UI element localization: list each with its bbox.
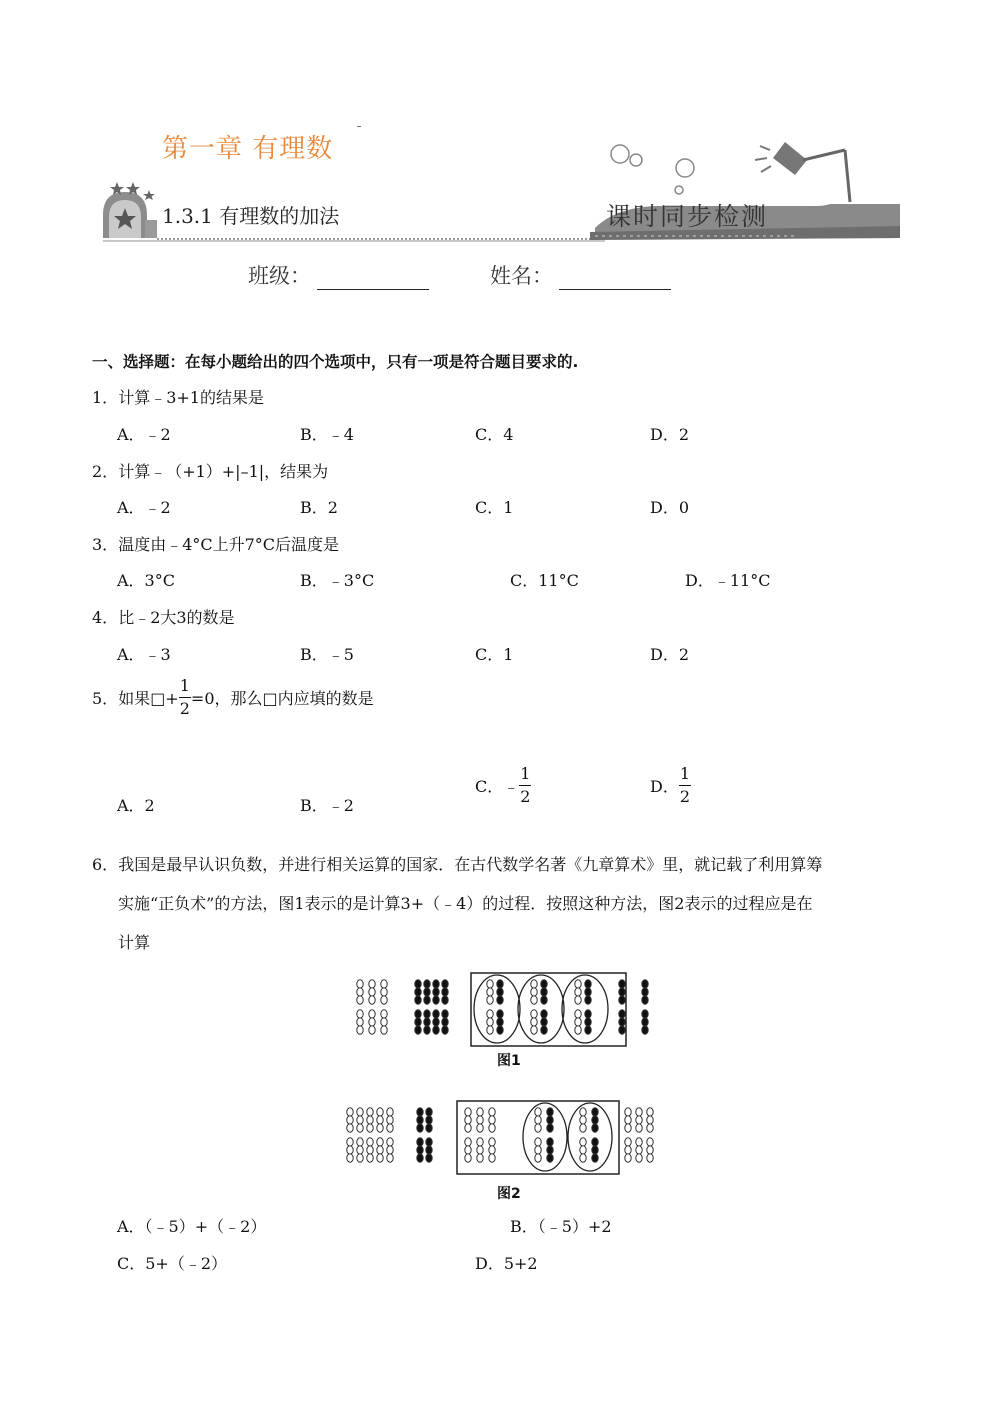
negative-rod-icon — [619, 980, 625, 988]
question-stem-before: 如果□+ — [118, 689, 179, 708]
positive-rod-icon — [636, 1116, 642, 1124]
negative-rod-icon — [547, 1138, 553, 1146]
positive-rod-icon — [347, 1146, 353, 1154]
negative-rod-icon — [433, 1018, 439, 1026]
positive-rod-icon — [575, 980, 581, 988]
positive-rod-icon — [387, 1108, 393, 1116]
positive-rod-icon — [477, 1146, 483, 1154]
positive-rod-icon — [357, 1108, 363, 1116]
positive-rod-icon — [357, 1154, 363, 1162]
positive-rod-icon — [369, 1026, 375, 1034]
negative-rod-icon — [426, 1146, 432, 1154]
positive-rod-icon — [487, 980, 493, 988]
positive-rod-icon — [347, 1108, 353, 1116]
name-label: 姓名： — [490, 264, 553, 288]
positive-rod-icon — [477, 1116, 483, 1124]
positive-rod-icon — [477, 1124, 483, 1132]
option-b[interactable]: B．﹣2 — [300, 796, 354, 815]
negative-rod-icon — [497, 996, 503, 1004]
positive-rod-icon — [381, 1010, 387, 1018]
positive-rod-icon — [535, 1108, 541, 1116]
positive-rod-icon — [636, 1154, 642, 1162]
negative-rod-icon — [415, 988, 421, 996]
negative-rod-icon — [541, 1018, 547, 1026]
positive-rod-icon — [377, 1146, 383, 1154]
negative-rod-icon — [424, 1018, 430, 1026]
positive-rod-icon — [357, 1138, 363, 1146]
positive-rod-icon — [489, 1124, 495, 1132]
negative-rod-icon — [426, 1108, 432, 1116]
negative-rod-icon — [415, 1018, 421, 1026]
option-label: C．﹣ — [475, 777, 520, 796]
fraction-one-half — [519, 766, 531, 805]
positive-rod-icon — [636, 1138, 642, 1146]
negative-rod-icon — [415, 980, 421, 988]
question-number: 3． — [92, 535, 119, 554]
class-blank[interactable] — [317, 267, 429, 290]
negative-rod-icon — [442, 980, 448, 988]
chapter-title: 第一章 有理数 — [162, 134, 334, 164]
positive-rod-icon — [580, 1146, 586, 1154]
positive-rod-icon — [367, 1146, 373, 1154]
positive-rod-icon — [347, 1138, 353, 1146]
positive-rod-icon — [357, 1146, 363, 1154]
negative-rod-icon — [415, 996, 421, 1004]
positive-rod-icon — [489, 1138, 495, 1146]
positive-rod-icon — [367, 1138, 373, 1146]
negative-rod-icon — [417, 1146, 423, 1154]
negative-rod-icon — [497, 1010, 503, 1018]
positive-rod-icon — [465, 1146, 471, 1154]
negative-rod-icon — [592, 1154, 598, 1162]
question-6 — [92, 845, 912, 962]
negative-rod-icon — [541, 996, 547, 1004]
option-c[interactable]: C．5+（﹣2） — [117, 1254, 228, 1273]
positive-rod-icon — [625, 1154, 631, 1162]
fraction-denominator: 2 — [179, 699, 190, 718]
positive-rod-icon — [357, 1116, 363, 1124]
desk-lamp-icon — [755, 142, 850, 202]
positive-rod-icon — [347, 1154, 353, 1162]
figure-1-counting-rods — [350, 970, 660, 1050]
positive-rod-icon — [625, 1124, 631, 1132]
negative-rod-icon — [424, 980, 430, 988]
positive-rod-icon — [487, 996, 493, 1004]
negative-rod-icon — [497, 980, 503, 988]
question-stem: 比﹣2大3的数是 — [118, 608, 235, 627]
positive-rod-icon — [489, 1154, 495, 1162]
negative-rod-icon — [592, 1138, 598, 1146]
negative-rod-icon — [547, 1124, 553, 1132]
question-line-1: 我国是最早认识负数，并进行相关运算的国家．在古代数学名著《九章算术》里，就记载了利用算筹 — [118, 855, 823, 874]
negative-rod-icon — [426, 1124, 432, 1132]
positive-rod-icon — [531, 996, 537, 1004]
negative-rod-icon — [585, 1010, 591, 1018]
option-c[interactable]: C．11°C — [510, 571, 579, 590]
positive-rod-icon — [357, 980, 363, 988]
star-badge-icon — [103, 182, 157, 238]
positive-rod-icon — [387, 1124, 393, 1132]
positive-rod-icon — [487, 1018, 493, 1026]
option-c[interactable]: C．1 — [475, 645, 514, 664]
positive-rod-icon — [647, 1154, 653, 1162]
positive-rod-icon — [575, 988, 581, 996]
negative-rod-icon — [547, 1146, 553, 1154]
positive-rod-icon — [647, 1146, 653, 1154]
positive-rod-icon — [535, 1146, 541, 1154]
class-label: 班级： — [248, 264, 311, 288]
positive-rod-icon — [369, 1010, 375, 1018]
question-stem: 计算﹣3+1的结果是 — [118, 388, 264, 407]
option-c[interactable]: C．1 — [475, 498, 514, 517]
option-d[interactable] — [650, 766, 691, 805]
negative-rod-icon — [433, 996, 439, 1004]
fraction-numerator: 1 — [520, 764, 531, 783]
fraction-denominator: 2 — [520, 787, 531, 806]
positive-rod-icon — [347, 1124, 353, 1132]
positive-rod-icon — [381, 1018, 387, 1026]
question-stem-after: =0，那么□内应填的数是 — [190, 689, 374, 708]
question-number: 2． — [92, 462, 119, 481]
negative-rod-icon — [642, 1018, 648, 1026]
negative-rod-icon — [619, 1018, 625, 1026]
positive-rod-icon — [575, 1010, 581, 1018]
positive-rod-icon — [580, 1154, 586, 1162]
negative-rod-icon — [497, 988, 503, 996]
negative-rod-icon — [497, 1026, 503, 1034]
option-b[interactable]: B．（﹣5）+2 — [510, 1217, 612, 1236]
option-d[interactable]: D．﹣11°C — [685, 571, 771, 590]
figure-1-label: 图1 — [497, 1053, 521, 1069]
positive-rod-icon — [647, 1138, 653, 1146]
negative-rod-icon — [426, 1116, 432, 1124]
positive-rod-icon — [369, 988, 375, 996]
negative-rod-icon — [541, 1010, 547, 1018]
positive-rod-icon — [575, 996, 581, 1004]
option-c[interactable]: C．4 — [475, 425, 514, 444]
positive-rod-icon — [580, 1124, 586, 1132]
negative-rod-icon — [592, 1108, 598, 1116]
option-b[interactable]: B．2 — [300, 498, 338, 517]
negative-rod-icon — [585, 996, 591, 1004]
question-2 — [92, 459, 328, 482]
negative-rod-icon — [585, 988, 591, 996]
positive-rod-icon — [535, 1138, 541, 1146]
positive-rod-icon — [636, 1146, 642, 1154]
question-line-3: 计算 — [118, 933, 151, 952]
positive-rod-icon — [477, 1138, 483, 1146]
option-a[interactable]: A．﹣3 — [117, 645, 171, 664]
positive-rod-icon — [477, 1154, 483, 1162]
positive-rod-icon — [625, 1116, 631, 1124]
option-a[interactable]: A．3°C — [117, 571, 175, 590]
positive-rod-icon — [647, 1116, 653, 1124]
question-1 — [92, 385, 264, 408]
positive-rod-icon — [377, 1138, 383, 1146]
positive-rod-icon — [387, 1116, 393, 1124]
negative-rod-icon — [547, 1116, 553, 1124]
option-a[interactable]: A．﹣2 — [117, 425, 171, 444]
positive-rod-icon — [381, 980, 387, 988]
positive-rod-icon — [387, 1138, 393, 1146]
question-number: 4． — [92, 608, 119, 627]
negative-rod-icon — [424, 996, 430, 1004]
positive-rod-icon — [367, 1116, 373, 1124]
negative-rod-icon — [415, 1010, 421, 1018]
positive-rod-icon — [531, 1026, 537, 1034]
positive-rod-icon — [647, 1124, 653, 1132]
positive-rod-icon — [357, 1018, 363, 1026]
positive-rod-icon — [489, 1146, 495, 1154]
class-field — [248, 260, 429, 290]
positive-rod-icon — [487, 1026, 493, 1034]
positive-rod-icon — [367, 1108, 373, 1116]
fraction-numerator: 1 — [179, 676, 190, 695]
section-heading: 一、选择题：在每小题给出的四个选项中，只有一项是符合题目要求的. — [92, 353, 579, 371]
positive-rod-icon — [465, 1154, 471, 1162]
fraction-numerator: 1 — [679, 764, 691, 783]
positive-rod-icon — [369, 980, 375, 988]
negative-rod-icon — [417, 1138, 423, 1146]
positive-rod-icon — [387, 1154, 393, 1162]
negative-rod-icon — [642, 1010, 648, 1018]
positive-rod-icon — [477, 1108, 483, 1116]
option-label: D． — [650, 777, 679, 796]
negative-rod-icon — [619, 988, 625, 996]
option-b[interactable]: B．﹣4 — [300, 425, 354, 444]
figure-2-label: 图2 — [497, 1186, 521, 1202]
question-4 — [92, 605, 235, 628]
negative-rod-icon — [424, 988, 430, 996]
section-title: 1.3.1 有理数的加法 — [162, 204, 340, 228]
question-number: 6． — [92, 855, 119, 874]
brand-title: 课时同步检测 — [606, 202, 769, 231]
positive-rod-icon — [465, 1116, 471, 1124]
question-3 — [92, 532, 339, 555]
positive-rod-icon — [636, 1108, 642, 1116]
negative-rod-icon — [442, 988, 448, 996]
positive-rod-icon — [487, 1010, 493, 1018]
positive-rod-icon — [357, 996, 363, 1004]
fraction-one-half — [179, 678, 191, 717]
option-a[interactable]: A．（﹣5）+（﹣2） — [117, 1217, 267, 1236]
negative-rod-icon — [642, 996, 648, 1004]
option-d[interactable]: D．0 — [650, 498, 690, 517]
option-a[interactable]: A．﹣2 — [117, 498, 171, 517]
fraction-one-half — [679, 766, 691, 805]
negative-rod-icon — [442, 996, 448, 1004]
positive-rod-icon — [367, 1154, 373, 1162]
negative-rod-icon — [619, 996, 625, 1004]
negative-rod-icon — [442, 1010, 448, 1018]
negative-rod-icon — [592, 1116, 598, 1124]
negative-rod-icon — [442, 1018, 448, 1026]
option-b[interactable]: B．﹣5 — [300, 645, 354, 664]
negative-rod-icon — [417, 1116, 423, 1124]
positive-rod-icon — [625, 1108, 631, 1116]
positive-rod-icon — [575, 1026, 581, 1034]
negative-rod-icon — [619, 1026, 625, 1034]
positive-rod-icon — [381, 1026, 387, 1034]
negative-rod-icon — [426, 1154, 432, 1162]
question-number: 1． — [92, 388, 119, 407]
positive-rod-icon — [465, 1124, 471, 1132]
positive-rod-icon — [369, 1018, 375, 1026]
positive-rod-icon — [636, 1124, 642, 1132]
positive-rod-icon — [381, 988, 387, 996]
negative-rod-icon — [442, 1026, 448, 1034]
negative-rod-icon — [642, 980, 648, 988]
negative-rod-icon — [426, 1138, 432, 1146]
positive-rod-icon — [465, 1138, 471, 1146]
positive-rod-icon — [357, 1010, 363, 1018]
positive-rod-icon — [531, 1010, 537, 1018]
positive-rod-icon — [357, 1124, 363, 1132]
negative-rod-icon — [433, 988, 439, 996]
negative-rod-icon — [541, 988, 547, 996]
negative-rod-icon — [585, 980, 591, 988]
positive-rod-icon — [465, 1108, 471, 1116]
positive-rod-icon — [489, 1116, 495, 1124]
positive-rod-icon — [367, 1124, 373, 1132]
question-5 — [92, 678, 374, 717]
positive-rod-icon — [377, 1154, 383, 1162]
negative-rod-icon — [592, 1124, 598, 1132]
option-d[interactable]: D．5+2 — [475, 1254, 538, 1273]
positive-rod-icon — [535, 1154, 541, 1162]
positive-rod-icon — [625, 1146, 631, 1154]
negative-rod-icon — [415, 1026, 421, 1034]
positive-rod-icon — [357, 1026, 363, 1034]
question-number: 5． — [92, 689, 119, 708]
positive-rod-icon — [531, 980, 537, 988]
option-d[interactable]: D．2 — [650, 425, 690, 444]
figure-2-counting-rods — [340, 1098, 670, 1178]
negative-rod-icon — [417, 1154, 423, 1162]
option-a[interactable]: A．2 — [117, 796, 155, 815]
negative-rod-icon — [592, 1146, 598, 1154]
option-c[interactable] — [475, 766, 531, 805]
positive-rod-icon — [377, 1124, 383, 1132]
positive-rod-icon — [647, 1108, 653, 1116]
positive-rod-icon — [535, 1116, 541, 1124]
negative-rod-icon — [417, 1108, 423, 1116]
positive-rod-icon — [377, 1108, 383, 1116]
negative-rod-icon — [642, 1026, 648, 1034]
positive-rod-icon — [535, 1124, 541, 1132]
question-line-2: 实施“正负术”的方法，图1表示的是计算3+（﹣4）的过程．按照这种方法，图2表示的过程应是在 — [118, 894, 813, 913]
option-d[interactable]: D．2 — [650, 645, 690, 664]
question-stem: 温度由﹣4°C上升7°C后温度是 — [118, 535, 340, 554]
name-blank[interactable] — [559, 267, 671, 290]
positive-rod-icon — [489, 1108, 495, 1116]
positive-rod-icon — [580, 1108, 586, 1116]
positive-rod-icon — [369, 996, 375, 1004]
question-stem: 计算﹣（+1）+|–1|，结果为 — [118, 462, 329, 481]
positive-rod-icon — [580, 1116, 586, 1124]
option-b[interactable]: B．﹣3°C — [300, 571, 375, 590]
positive-rod-icon — [381, 996, 387, 1004]
positive-rod-icon — [487, 988, 493, 996]
negative-rod-icon — [497, 1018, 503, 1026]
name-field — [490, 260, 671, 290]
negative-rod-icon — [619, 1010, 625, 1018]
positive-rod-icon — [531, 1018, 537, 1026]
positive-rod-icon — [387, 1146, 393, 1154]
negative-rod-icon — [417, 1124, 423, 1132]
negative-rod-icon — [433, 980, 439, 988]
positive-rod-icon — [580, 1138, 586, 1146]
negative-rod-icon — [541, 1026, 547, 1034]
positive-rod-icon — [357, 988, 363, 996]
negative-rod-icon — [585, 1018, 591, 1026]
negative-rod-icon — [541, 980, 547, 988]
negative-rod-icon — [424, 1010, 430, 1018]
fraction-denominator: 2 — [679, 787, 691, 806]
negative-rod-icon — [547, 1108, 553, 1116]
negative-rod-icon — [433, 1026, 439, 1034]
positive-rod-icon — [575, 1018, 581, 1026]
negative-rod-icon — [547, 1154, 553, 1162]
positive-rod-icon — [625, 1138, 631, 1146]
positive-rod-icon — [347, 1116, 353, 1124]
header-dash-mark — [357, 126, 361, 127]
negative-rod-icon — [642, 988, 648, 996]
negative-rod-icon — [585, 1026, 591, 1034]
negative-rod-icon — [424, 1026, 430, 1034]
positive-rod-icon — [531, 988, 537, 996]
positive-rod-icon — [377, 1116, 383, 1124]
negative-rod-icon — [433, 1010, 439, 1018]
